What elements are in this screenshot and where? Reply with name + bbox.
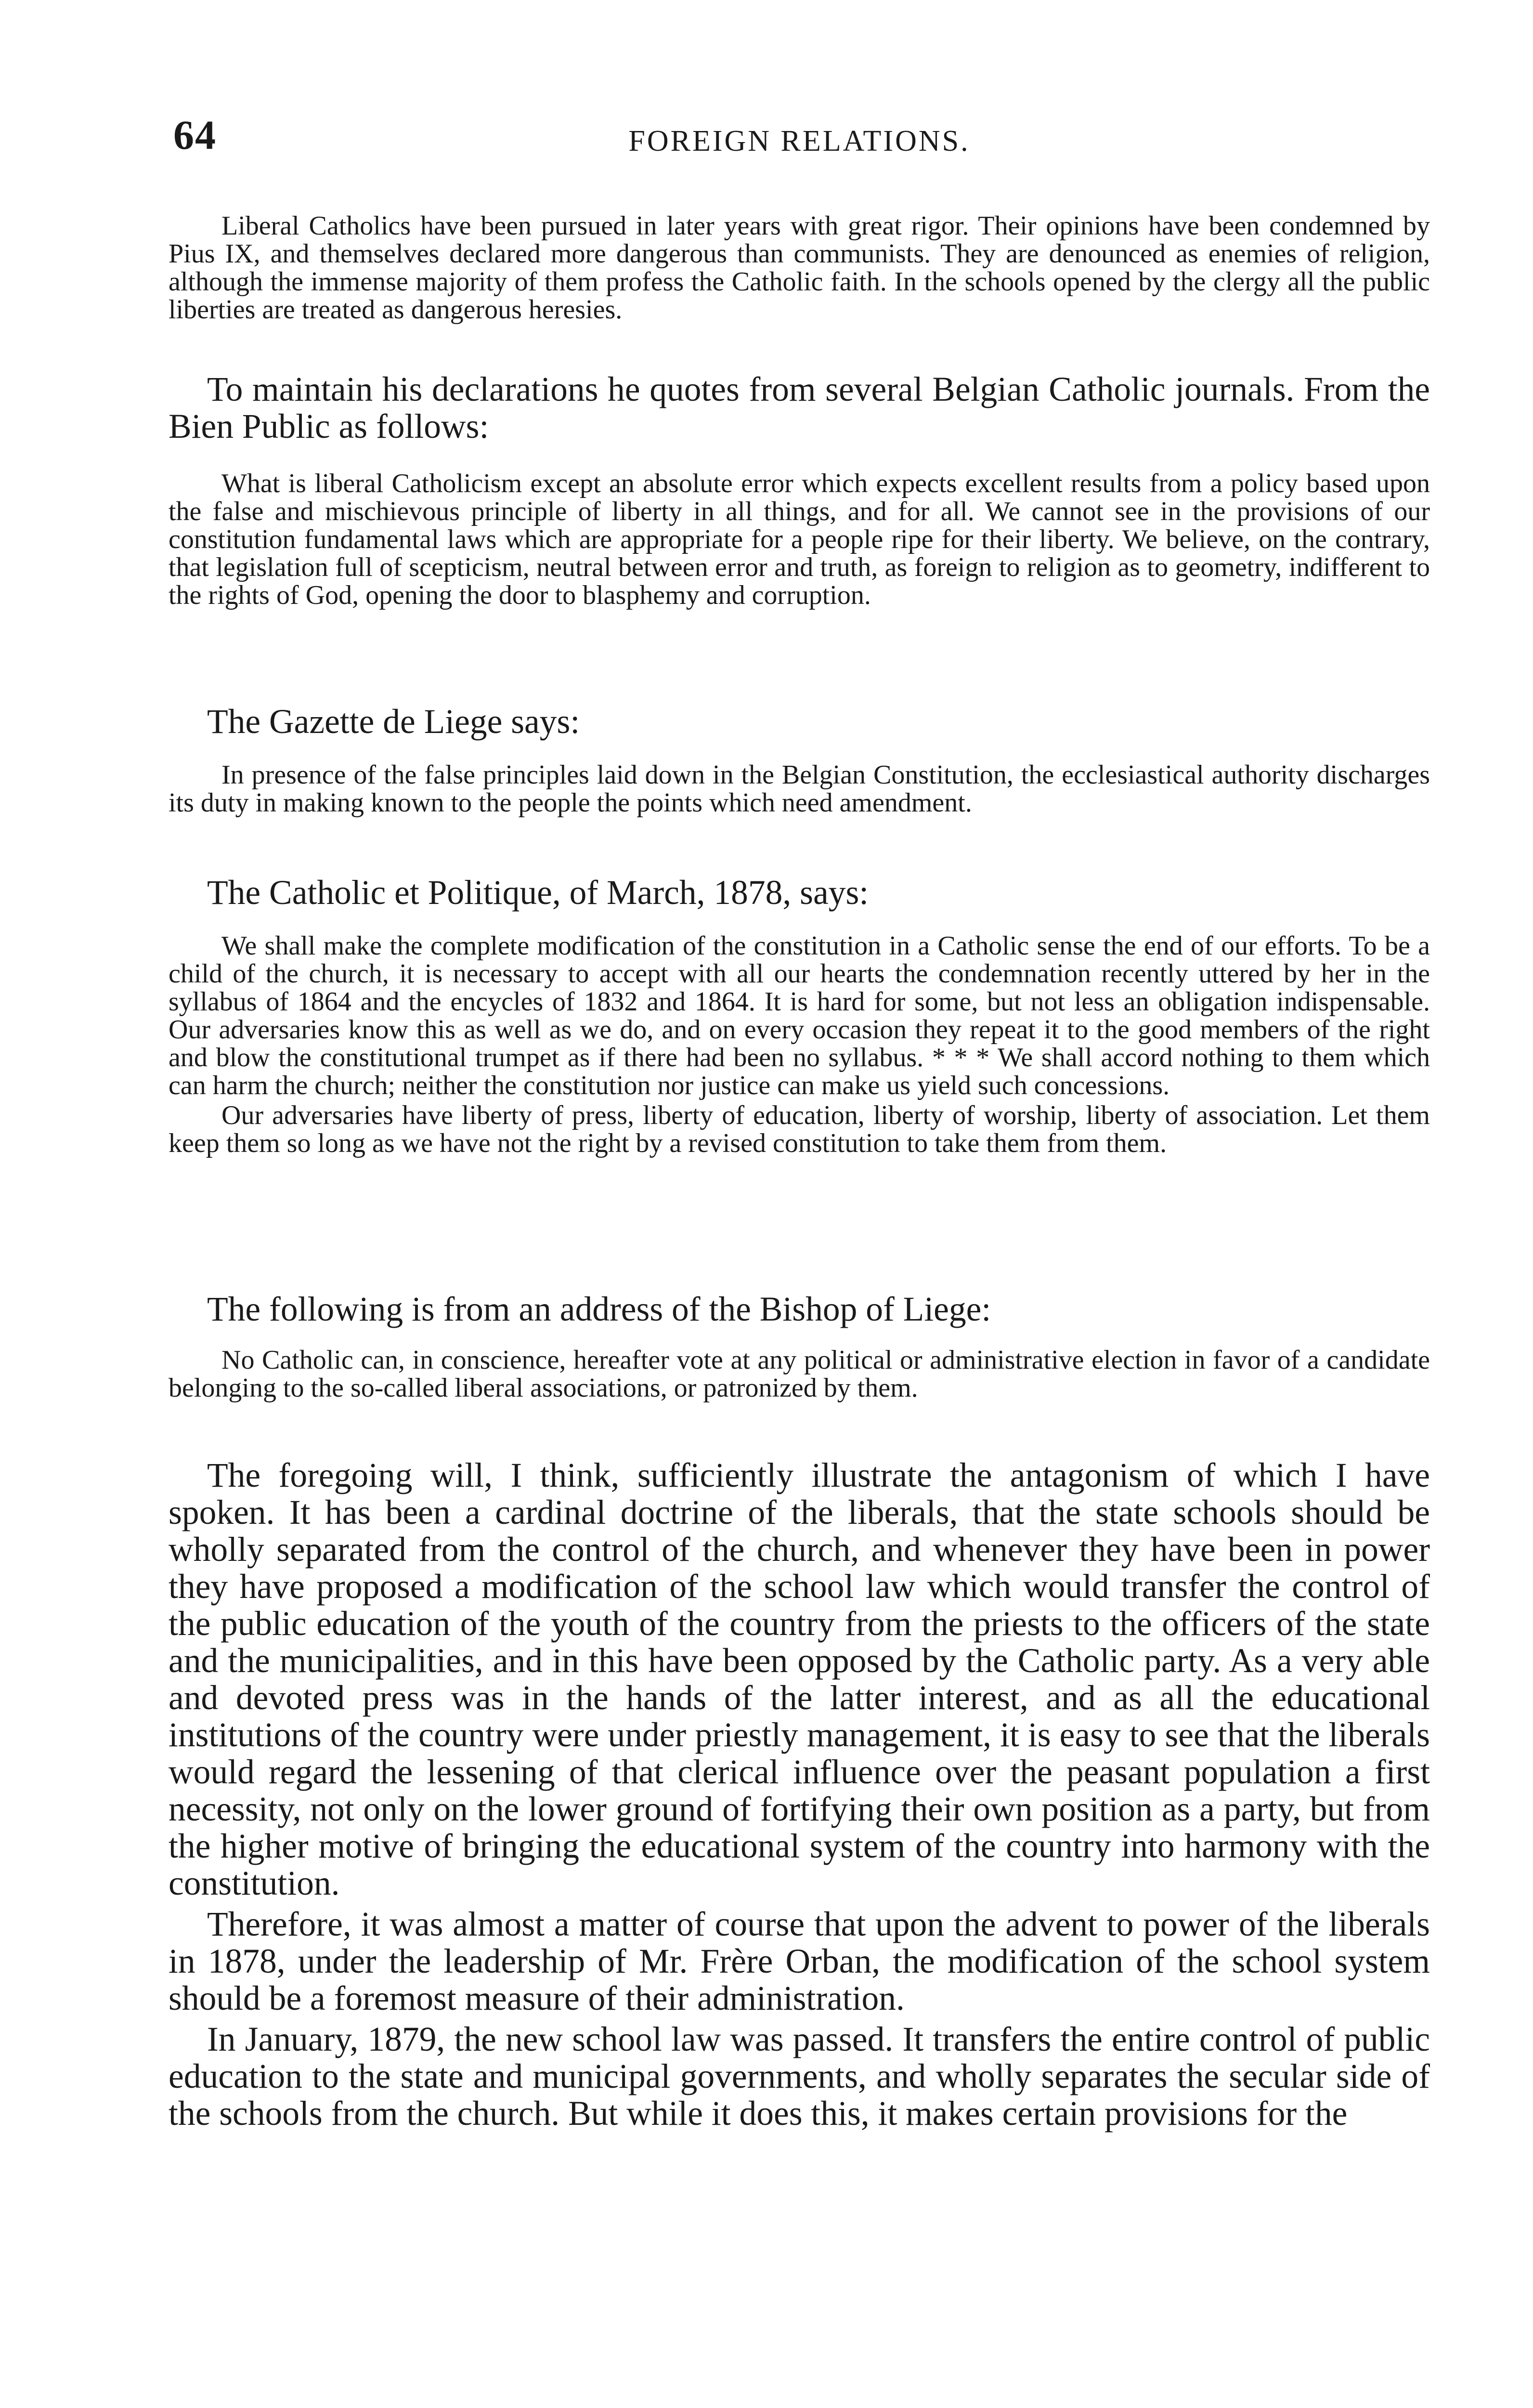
- intro-gazette-block: [169, 703, 1430, 740]
- quote-catholic-politique-block: [169, 932, 1430, 1157]
- quote-bien-public: What is liberal Catholicism except an absolute error which expects excellent results from a policy based upon the false and mischievous principle of liberty in all things, and for all. We cannot see in the provisions of our constitution fundamental laws which are appropriate for a people ripe for their liberty. We believe, on the contrary, that legislation full of scepticism, neutral between error and truth, as foreign to religion as to geometry, indifferent to the rights of God, opening the door to blasphemy and corruption.: [169, 469, 1430, 610]
- main-text-block: [169, 1457, 1430, 2132]
- para-antagonism: The foregoing will, I think, sufficiently illustrate the antagonism of which I have spoken. It has been a cardinal doctrine of the liberals, that the state schools should be wholly separated from the control of the church, and whenever they have been in power they have proposed a modification of the school law which would transfer the control of the public education of the youth of the country from the priests to the officers of the state and the municipalities, and in this have been opposed by the Catholic party. As a very able and devoted press was in the hands of the latter interest, and as all the educational institutions of the country were under priestly management, it is easy to see that the liberals would regard the lessening of that clerical influence over the peasant population a first necessity, not only on the lower ground of fortifying their own position as a party, but from the higher motive of bringing the educational system of the country into harmony with the constitution.: [169, 1456, 1430, 1902]
- quote-catholic-politique-1: We shall make the complete modification of the constitution in a Catholic sense the end of our efforts. To be a child of the church, it is necessary to accept with all our hearts the condemnation recently uttered by her in the syllabus of 1864 and the encycles of 1832 and 1864. It is hard for some, but not less an obligation indispensable. Our adversaries know this as well as we do, and on every occasion they repeat it to the good members of the right and blow the constitutional trumpet as if there had been no syllabus. * * * We shall accord nothing to them which can harm the church; neither the constitution nor justice can make us yield such concessions.: [169, 931, 1430, 1100]
- quote-gazette-block: [169, 761, 1430, 817]
- page-number: 64: [173, 112, 217, 158]
- quote-liberal-catholics: Liberal Catholics have been pursued in later years with great rigor. Their opinions have been condemned by Pius IX, and themselves declared more dangerous than communists. They are denounced as enemies of religion, although the immense majority of them profess the Catholic faith. In the schools opened by the clergy all the public liberties are treated as dangerous heresies.: [169, 211, 1430, 325]
- quote-bishop: No Catholic can, in conscience, hereafter vote at any political or administrative election in favor of a candidate belonging to the so-called liberal associations, or patronized by them.: [169, 1345, 1430, 1403]
- quote-gazette: In presence of the false principles laid down in the Belgian Constitution, the ecclesiastical authority discharges its duty in making known to the people the points which need amendment.: [169, 760, 1430, 818]
- quote-catholic-politique-2: Our adversaries have liberty of press, liberty of education, liberty of worship, liberty of association. Let them keep them so long as we have not the right by a revised constitution to take them from them.: [169, 1100, 1430, 1158]
- intro-bishop-block: [169, 1291, 1430, 1328]
- quote-bishop-block: [169, 1346, 1430, 1402]
- quote-liberal-catholics-block: [169, 212, 1430, 324]
- intro-bishop: The following is from an address of the Bishop of Liege:: [207, 1290, 991, 1328]
- intro-bien-public: To maintain his declarations he quotes from several Belgian Catholic journals. From the Bien Public as follows:: [169, 370, 1430, 445]
- intro-catholic-politique: The Catholic et Politique, of March, 1878, says:: [207, 874, 869, 912]
- running-head: FOREIGN RELATIONS.: [628, 125, 970, 157]
- intro-gazette: The Gazette de Liege says:: [207, 703, 580, 741]
- page-header: [173, 111, 1425, 173]
- para-advent: Therefore, it was almost a matter of course that upon the advent to power of the liberals in 1878, under the leadership of Mr. Frère Orban, the modification of the school system should be a foremost measure of their administration.: [169, 1905, 1430, 2017]
- intro-catholic-politique-block: [169, 874, 1430, 911]
- intro-bien-public-block: [169, 371, 1430, 445]
- para-school-law: In January, 1879, the new school law was passed. It transfers the entire control of public education to the state and municipal governments, and wholly separates the secular side of the schools from the church. But while it does this, it makes certain provisions for the: [169, 2020, 1430, 2133]
- quote-bien-public-block: [169, 470, 1430, 609]
